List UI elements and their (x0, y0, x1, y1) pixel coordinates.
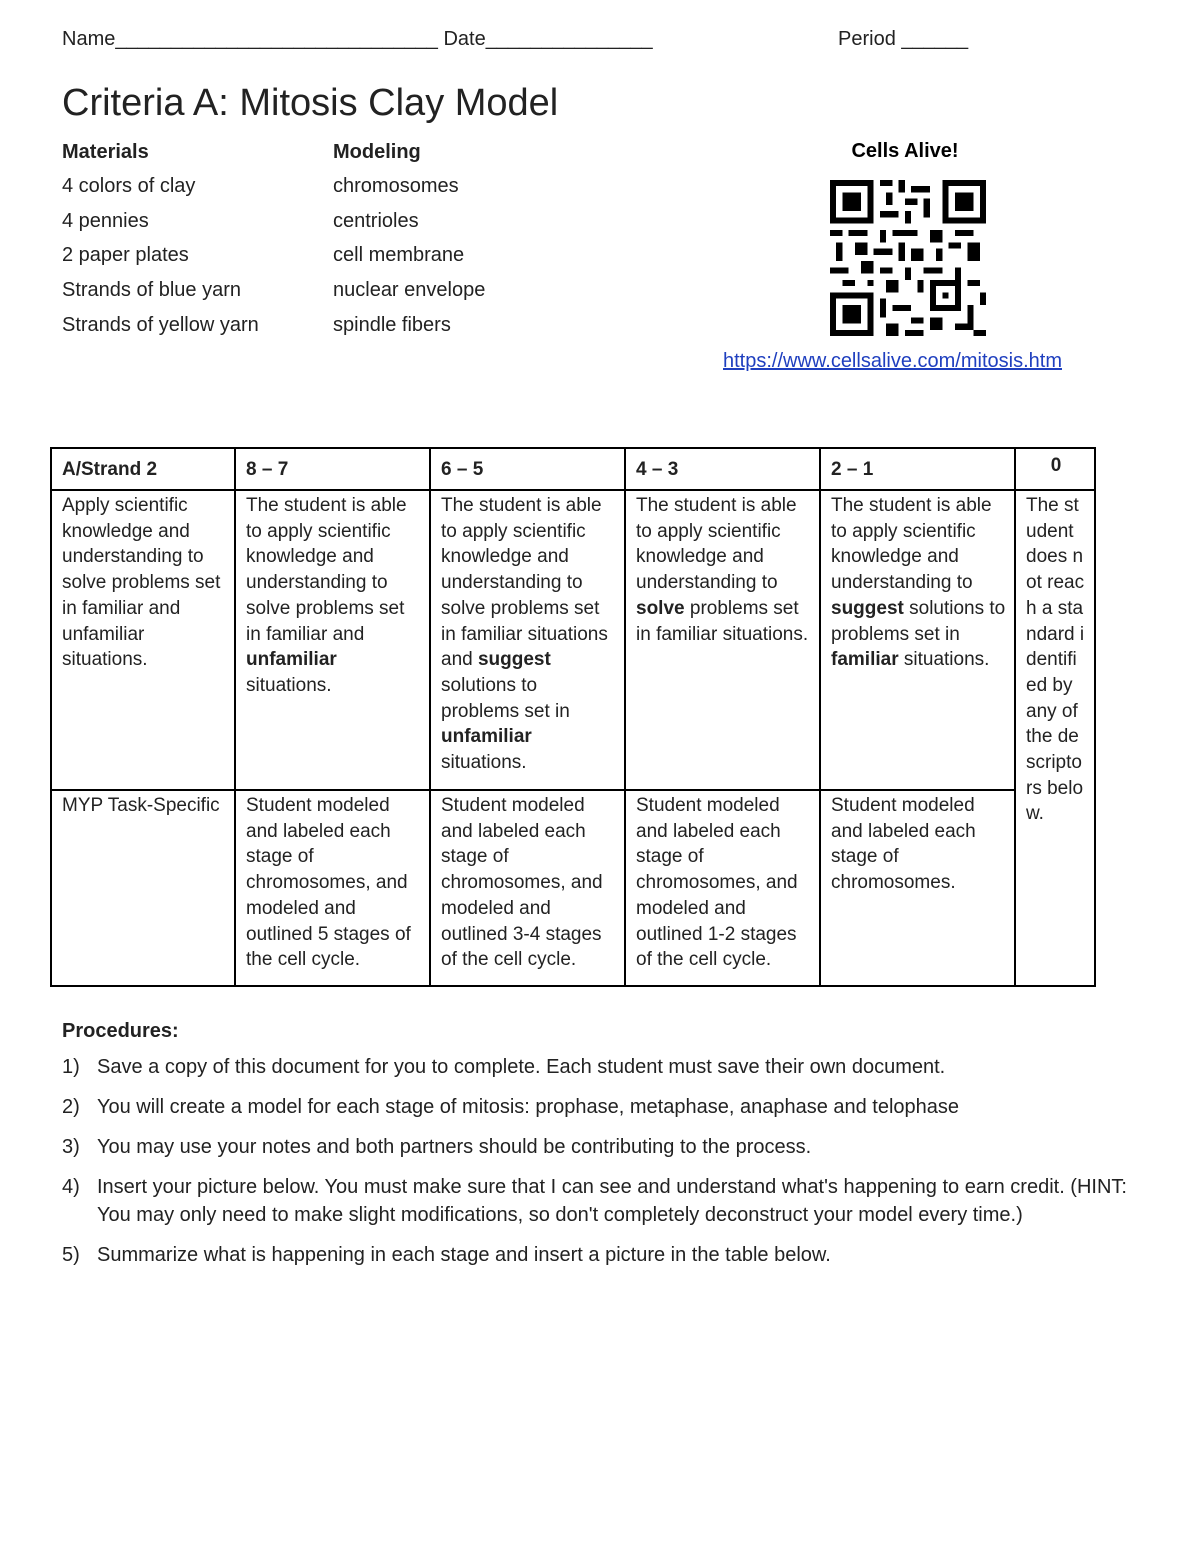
materials-list (62, 140, 259, 347)
rubric-header: 0 (1015, 448, 1095, 490)
rubric-cell (820, 490, 1015, 790)
cell-text: The student is able to apply scientific knowledge and understanding to solve problems set in familiar and (246, 495, 407, 645)
list-number: 5) (62, 1244, 80, 1266)
modeling-item: chromosomes (333, 175, 459, 197)
material-item: 4 pennies (62, 209, 149, 232)
modeling-item: spindle fibers (333, 313, 451, 336)
cell-text: solutions to problems set in (831, 597, 1006, 645)
rubric-cell (235, 490, 430, 790)
list-number: 3) (62, 1136, 80, 1158)
rubric-header: A/Strand 2 (51, 448, 235, 490)
cell-bold-text: unfamiliar (441, 726, 532, 748)
header-line (62, 28, 1162, 58)
rubric-cell: Student modeled and labeled each stage of chromosomes, and modeled and outlined 1-2 stages of the cell cycle. (625, 790, 820, 986)
list-text: Summarize what is happening in each stage and insert a picture in the table below. (97, 1244, 831, 1266)
cell-text: problems set in familiar situations. (636, 597, 809, 645)
modeling-heading: Modeling (333, 141, 421, 163)
list-number: 1) (62, 1056, 80, 1078)
rubric-header: 4 – 3 (625, 448, 820, 490)
list-text: You will create a model for each stage of mitosis: prophase, metaphase, anaphase and telophase (97, 1096, 960, 1118)
rubric-cell: Student modeled and labeled each stage of chromosomes, and modeled and outlined 3-4 stages of the cell cycle. (430, 790, 625, 986)
modeling-item: centrioles (333, 209, 419, 232)
name-date-field: Name_____________________________ Date_______________ (62, 28, 653, 50)
cell-text: situations. (441, 752, 527, 774)
modeling-list (333, 140, 485, 347)
procedures-section (62, 1020, 1132, 1281)
cell-bold-text: solve (636, 597, 685, 619)
cell-text: The student is able to apply scientific knowledge and understanding to (636, 495, 797, 594)
material-item: Strands of yellow yarn (62, 313, 259, 336)
material-item: Strands of blue yarn (62, 279, 241, 302)
rubric-row (51, 490, 1095, 790)
cell-text: The student is able to apply scientific knowledge and understanding to solve problems set in familiar situations and (441, 495, 608, 671)
procedures-list (62, 1053, 1132, 1269)
rubric-cell: MYP Task-Specific (51, 790, 235, 986)
list-item (62, 1241, 1132, 1269)
cellsalive-link[interactable]: https://www.cellsalive.com/mitosis.htm (723, 350, 1062, 372)
rubric-cell: Apply scientific knowledge and understanding to solve problems set in familiar and unfamiliar situations. (51, 490, 235, 790)
rubric-cell (625, 490, 820, 790)
cell-text: The student is able to apply scientific knowledge and understanding to (831, 495, 992, 594)
rubric-header: 6 – 5 (430, 448, 625, 490)
rubric-cell: The student does not reach a standard identified by any of the descriptors below. (1015, 490, 1095, 986)
list-text: Save a copy of this document for you to complete. Each student must save their own document. (97, 1056, 946, 1078)
rubric-header-row (51, 448, 1095, 490)
modeling-item: nuclear envelope (333, 279, 486, 302)
materials-heading: Materials (62, 141, 149, 163)
rubric-row (51, 790, 1095, 986)
cells-alive-heading: Cells Alive! (851, 140, 959, 162)
list-item (62, 1053, 1132, 1081)
cell-bold-text: suggest (477, 649, 551, 671)
rubric-cell: Student modeled and labeled each stage of chromosomes. (820, 790, 1015, 986)
page-title: Criteria A: Mitosis Clay Model (62, 82, 559, 124)
cell-bold-text: familiar (831, 649, 899, 671)
list-item (62, 1133, 1132, 1161)
modeling-item: cell membrane (333, 244, 465, 267)
procedures-heading: Procedures: (62, 1020, 179, 1042)
rubric-cell: Student modeled and labeled each stage of chromosomes, and modeled and outlined 5 stages of the cell cycle. (235, 790, 430, 986)
rubric-cell (430, 490, 625, 790)
list-item (62, 1173, 1132, 1229)
list-item (62, 1093, 1132, 1121)
list-text: Insert your picture below. You must make sure that I can see and understand what's happening to earn credit. (HINT: You may only need to make slight modifications, so don't completely deconstruct your model every time.) (97, 1176, 1127, 1226)
rubric-table (50, 447, 1096, 987)
rubric-header: 2 – 1 (820, 448, 1015, 490)
rubric-header: 8 – 7 (235, 448, 430, 490)
material-item: 2 paper plates (62, 244, 189, 267)
qr-code-icon[interactable] (830, 180, 986, 336)
list-number: 4) (62, 1176, 80, 1198)
list-text: You may use your notes and both partners should be contributing to the process. (97, 1136, 812, 1158)
material-item: 4 colors of clay (62, 175, 196, 197)
cell-text: situations. (898, 649, 990, 671)
list-number: 2) (62, 1096, 80, 1118)
period-field: Period ______ (838, 28, 969, 50)
cell-text: solutions to problems set in (441, 674, 570, 722)
cell-bold-text: unfamiliar (246, 649, 337, 671)
cell-bold-text: suggest (831, 597, 904, 619)
cell-text: situations. (246, 674, 332, 696)
